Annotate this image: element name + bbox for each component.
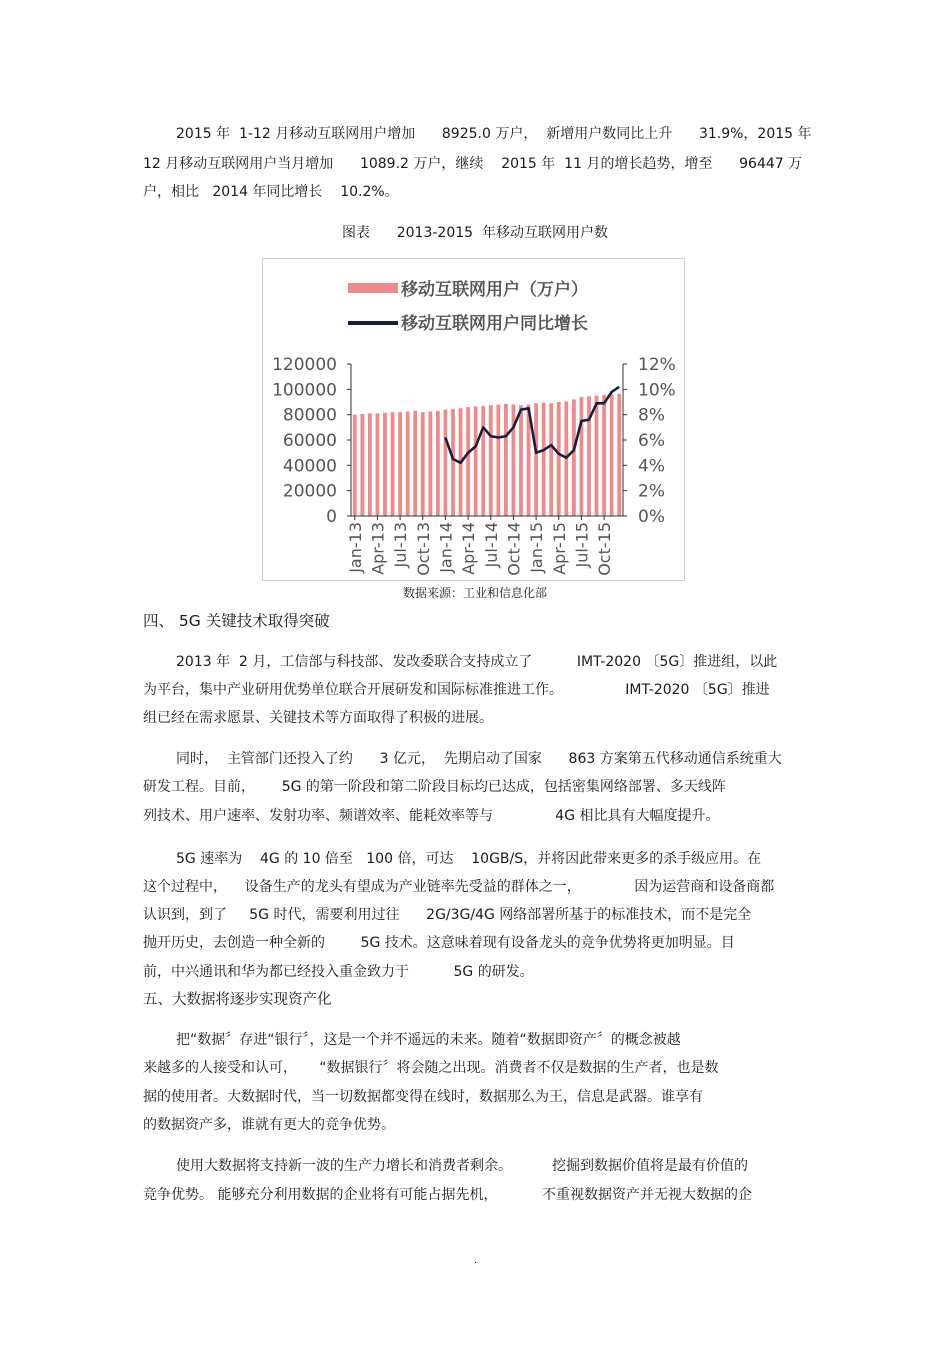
para1-line-3: 户，相比 2014 年同比增长 10.2%。 (143, 184, 399, 200)
para3-line-3: 列技术、用户速率、发射功率、频谱效率、能耗效率等与 4G 相比具有大幅度提升。 (143, 808, 720, 824)
para4-line-2: 这个过程中， 设备生产的龙头有望成为产业链率先受益的群体之一， 因为运营商和设备商都 (143, 879, 775, 895)
page-marker: . (474, 1255, 478, 1266)
bar-Jun-15 (572, 399, 576, 516)
right-tick-label: 2% (638, 481, 665, 502)
bar-Apr-14 (466, 407, 470, 516)
left-tick-label: 40000 (282, 456, 337, 477)
bar-Feb-14 (451, 409, 455, 516)
legend-bar-swatch (348, 283, 398, 293)
para3-line-1: 同时， 主管部门还投入了约 3 亿元， 先期启动了国家 863 方案第五代移动通信系统重大 (176, 751, 782, 767)
bar-Aug-13 (406, 412, 410, 517)
bar-May-14 (474, 406, 478, 516)
section-heading-5g: 四、 5G 关键技术取得突破 (143, 612, 330, 630)
x-tick-label: Jul-15 (572, 522, 592, 568)
x-tick-label: Jan-14 (436, 522, 456, 573)
x-tick-label: Jul-14 (481, 522, 501, 568)
figure-caption: 图表 2013-2015 年移动互联网用户数 (342, 225, 608, 241)
bar-Nov-15 (610, 394, 614, 516)
bar-Dec-15 (617, 394, 621, 516)
para6-line-1: 使用大数据将支持新一波的生产力增长和消费者剩余。 挖掘到数据价值将是最有价值的 (176, 1158, 749, 1174)
left-tick-label: 60000 (282, 431, 337, 451)
bar-Jul-14 (489, 405, 493, 516)
bar-Apr-13 (376, 413, 380, 516)
bar-Jun-14 (481, 406, 485, 516)
bar-Dec-13 (436, 411, 440, 516)
chart-legend (348, 279, 588, 334)
x-tick-label: Oct-14 (504, 522, 524, 576)
bar-Mar-13 (368, 413, 372, 516)
para4-line-5: 前，中兴通讯和华为都已经投入重金致力于 5G 的研发。 (143, 964, 534, 980)
para6-line-2: 竞争优势。 能够充分利用数据的企业将有可能占据先机， 不重视数据资产并无视大数据的企 (143, 1187, 752, 1203)
para2-line-1: 2013 年 2 月，工信部与科技部、发改委联合支持成立了 IMT-2020 〔5G〕推进组，以此 (176, 654, 778, 670)
left-tick-label: 20000 (282, 481, 337, 502)
bar-Oct-15 (602, 395, 606, 516)
right-tick-label: 0% (638, 507, 665, 527)
para4-line-3: 认识到，到了 5G 时代，需要利用过往 2G/3G/4G 网络部署所基于的标准技术，而不是完全 (143, 907, 752, 923)
para2-line-2: 为平台，集中产业研用优势单位联合开展研发和国际标准推进工作。 IMT-2020 〔5G〕推进 (143, 682, 770, 698)
para5-line-1: 把“数据〞存进“银行〞，这是一个并不遥远的未来。随着“数据即资产〞的概念被越 (176, 1032, 681, 1048)
bar-Mar-15 (549, 403, 553, 516)
right-tick-label: 6% (638, 431, 665, 451)
section-heading-bigdata: 五、大数据将逐步实现资产化 (143, 992, 332, 1008)
x-tick-label: Apr-13 (368, 522, 388, 575)
x-tick-label: Oct-13 (413, 522, 433, 576)
legend-users-label: 移动互联网用户（万户） (401, 280, 588, 300)
left-tick-label: 100000 (272, 380, 337, 401)
figure-source: 数据来源：工业和信息化部 (402, 586, 547, 600)
bar-Jan-15 (534, 403, 538, 516)
x-tick-label: Jul-13 (391, 522, 411, 568)
right-tick-label: 8% (638, 405, 665, 426)
right-tick-label: 10% (638, 380, 676, 401)
bar-Apr-15 (557, 402, 561, 516)
bar-Feb-13 (360, 414, 364, 516)
growth-line (445, 387, 619, 463)
bar-Jan-13 (353, 415, 357, 516)
bar-Feb-15 (542, 403, 546, 516)
bar-Sep-15 (595, 396, 599, 516)
right-tick-label: 12% (638, 355, 676, 375)
x-tick-label: Apr-14 (459, 522, 479, 575)
bar-Jun-13 (391, 412, 395, 516)
para1-line-1: 2015 年 1-12 月移动互联网用户增加 8925.0 万户， 新增用户数同比上升 31.9%，2015 年 (176, 126, 812, 142)
right-tick-label: 4% (638, 456, 665, 477)
x-tick-label: Apr-15 (549, 522, 569, 575)
bar-Jan-14 (444, 410, 448, 516)
para2-line-3: 组已经在需求愿景、关键技术等方面取得了积极的进展。 (143, 710, 493, 726)
left-tick-label: 0 (326, 507, 337, 527)
chart-container (262, 258, 685, 581)
bar-May-13 (383, 413, 387, 516)
users-chart (263, 259, 684, 580)
bar-Aug-14 (496, 405, 500, 516)
x-tick-label: Jan-15 (527, 522, 547, 573)
legend-line-swatch (348, 321, 398, 325)
bar-Jul-13 (398, 412, 402, 516)
para5-line-3: 据的使用者。大数据时代，当一切数据都变得在线时，数据那么为王，信息是武器。谁享有 (143, 1089, 703, 1105)
bar-Jul-15 (580, 397, 584, 516)
left-tick-label: 120000 (272, 355, 337, 375)
bar-Nov-13 (428, 412, 432, 517)
left-tick-label: 80000 (282, 405, 337, 426)
para4-line-1: 5G 速率为 4G 的 10 倍至 100 倍，可达 10GB/S，并将因此带来更多的杀手级应用。在 (176, 851, 762, 867)
bar-Sep-13 (413, 411, 417, 516)
bar-Oct-13 (421, 412, 425, 516)
para5-line-2: 来越多的人接受和认可， “数据银行〞将会随之出现。消费者不仅是数据的生产者，也是数 (143, 1060, 719, 1076)
para5-line-4: 的数据资产多，谁就有更大的竞争优势。 (143, 1117, 395, 1133)
para1-line-2: 12 月移动互联网用户当月增加 1089.2 万户，继续 2015 年 11 月的增长趋势，增至 96447 万 (143, 156, 803, 172)
x-tick-label: Oct-15 (595, 522, 615, 576)
bar-Sep-14 (504, 404, 508, 516)
x-tick-label: Jan-13 (345, 522, 365, 573)
legend-growth-label: 移动互联网用户同比增长 (401, 314, 588, 334)
bar-Nov-14 (519, 405, 523, 516)
para4-line-4: 抛开历史，去创造一种全新的 5G 技术。这意味着现有设备龙头的竞争优势将更加明显。目 (143, 935, 735, 951)
para3-line-2: 研发工程。目前， 5G 的第一阶段和第二阶段目标均已达成，包括密集网络部署、多天线阵 (143, 779, 726, 795)
